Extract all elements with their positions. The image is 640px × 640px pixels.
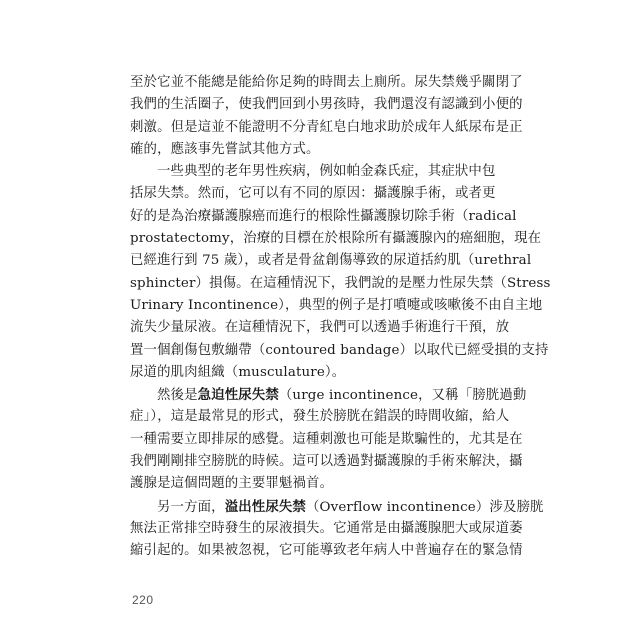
text-line: Urinary Incontinence），典型的例子是打噴嚏或咳嗽後不由自主地 [130, 297, 543, 313]
text-line: 一些典型的老年男性疾病，例如帕金森氏症，其症狀中包 [157, 164, 496, 180]
text-line: 至於它並不能總是能給你足夠的時間去上廁所。尿失禁幾乎關閉了 [130, 75, 523, 90]
term-urge-incontinence: 急迫性尿失禁 [197, 387, 279, 404]
text-line: 流失少量尿液。在這種情況下，我們可以透過手術進行干預，放 [130, 320, 510, 336]
text-line: 我們剛剛排空膀胱的時候。這可以透過對攝護腺的手術來解決，攝 [130, 454, 523, 470]
page-number: 220 [132, 593, 154, 607]
text-span: （Overflow incontinence）涉及膀胱 [305, 499, 544, 515]
text-line: 一種需要立即排尿的感覺。這種刺激也可能是欺騙性的，尤其是在 [130, 431, 523, 447]
text-line: 症」），這是最常見的形式，發生於膀胱在錯誤的時間收縮，給人 [130, 409, 510, 425]
text-line: 尿道的肌肉組織（musculature）。 [130, 364, 346, 380]
text-line: 縮引起的。如果被忽視，它可能導致老年病人中普遍存在的緊急情 [130, 543, 523, 559]
text-line: 無法正常排空時發生的尿液損失。它通常是由攝護腺肥大或尿道萎 [130, 520, 523, 536]
text-span: 然後是 [157, 388, 198, 404]
text-line: 已經進行到 75 歲），或者是骨盆創傷導致的尿道括約肌（urethral [130, 253, 532, 269]
text-span: 另一方面， [157, 499, 225, 515]
term-overflow-incontinence: 溢出性尿失禁 [224, 498, 306, 515]
text-line [130, 384, 527, 406]
text-line: 括尿失禁。然而，它可以有不同的原因：攝護腺手術，或者更 [130, 186, 496, 202]
text-line: prostatectomy，治療的目標在於根除所有攝護腺內的癌細胞，現在 [130, 231, 542, 247]
text-line: 護腺是這個問題的主要罪魁禍首。 [130, 476, 334, 492]
text-line: 我們的生活圈子，使我們回到小男孩時，我們還沒有認識到小便的 [130, 97, 523, 113]
body-text [130, 72, 551, 563]
text-line: 刺激。但是這並不能證明不分青紅皂白地求助於成年人紙尿布是正 [130, 119, 523, 135]
text-line: 好的是為治療攝護腺癌而進行的根除性攝護腺切除手術（radical [130, 208, 517, 224]
text-line: 置一個創傷包敷繃帶（contoured bandage）以取代已經受損的支持 [130, 342, 549, 358]
text-span: （urge incontinence，又稱「膀胱過動 [278, 388, 527, 404]
text-line: 確的，應該事先嘗試其他方式。 [130, 141, 320, 157]
text-line: sphincter）損傷。在這種情況下，我們說的是壓力性尿失禁（Stress [130, 275, 551, 291]
text-line [130, 496, 544, 518]
